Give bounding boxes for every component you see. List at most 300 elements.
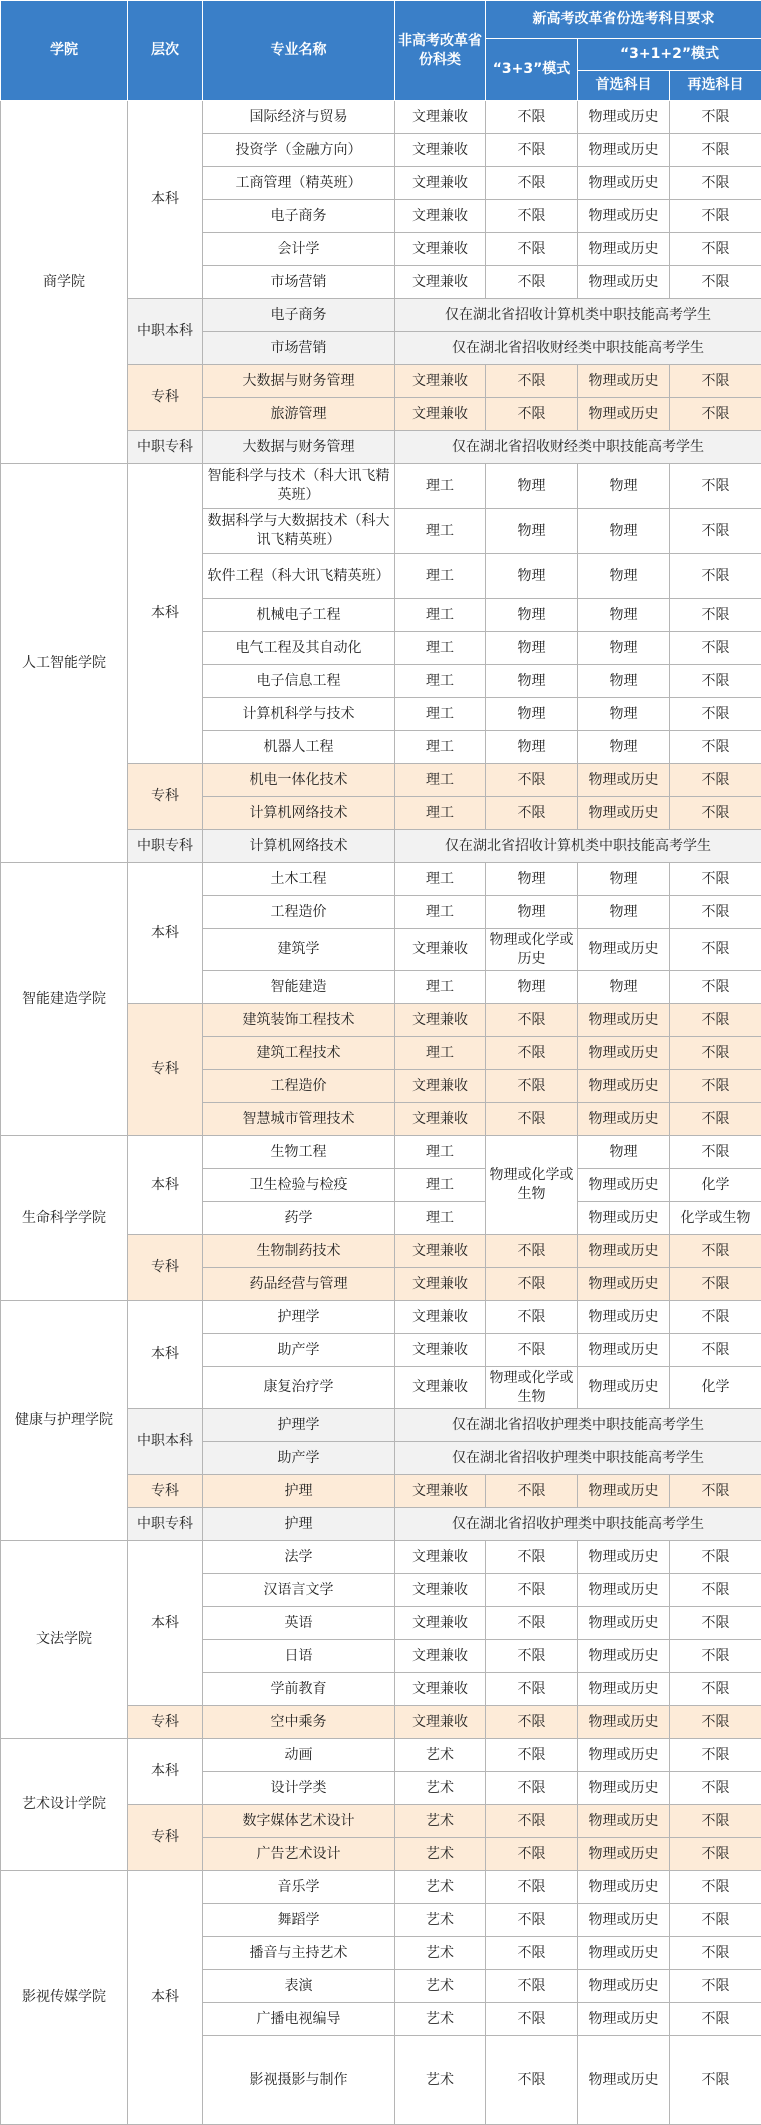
category-cell: 文理兼收 <box>395 1334 486 1367</box>
table-row <box>1 1136 761 1169</box>
second-choice-cell: 不限 <box>670 1706 761 1739</box>
major-cell: 生物工程 <box>203 1136 395 1169</box>
college-cell: 健康与护理学院 <box>1 1301 128 1541</box>
mode-3-3-cell: 物理或化学或生物 <box>486 1136 578 1235</box>
category-cell: 文理兼收 <box>395 1268 486 1301</box>
level-cell: 专科 <box>128 764 203 830</box>
mode-3-3-cell: 不限 <box>486 1268 578 1301</box>
category-cell: 文理兼收 <box>395 200 486 233</box>
first-choice-cell: 物理 <box>578 464 670 509</box>
category-cell: 艺术 <box>395 2036 486 2125</box>
mode-3-3-cell: 不限 <box>486 398 578 431</box>
mode-3-3-cell: 不限 <box>486 1871 578 1904</box>
major-cell: 大数据与财务管理 <box>203 431 395 464</box>
mode-3-3-cell: 不限 <box>486 101 578 134</box>
college-cell: 智能建造学院 <box>1 863 128 1136</box>
major-cell: 机械电子工程 <box>203 599 395 632</box>
first-choice-cell: 物理或历史 <box>578 2003 670 2036</box>
first-choice-cell: 物理或历史 <box>578 398 670 431</box>
category-cell: 文理兼收 <box>395 167 486 200</box>
level-cell: 本科 <box>128 1739 203 1805</box>
second-choice-cell: 不限 <box>670 1541 761 1574</box>
category-cell: 理工 <box>395 863 486 896</box>
level-cell: 本科 <box>128 1136 203 1235</box>
category-cell: 文理兼收 <box>395 266 486 299</box>
major-cell: 建筑学 <box>203 929 395 971</box>
mode-3-3-cell: 不限 <box>486 365 578 398</box>
table-header <box>1 1 761 101</box>
major-cell: 电气工程及其自动化 <box>203 632 395 665</box>
major-cell: 广告艺术设计 <box>203 1838 395 1871</box>
mode-3-3-cell: 不限 <box>486 1706 578 1739</box>
second-choice-cell: 不限 <box>670 1004 761 1037</box>
note-cell: 仅在湖北省招收计算机类中职技能高考学生 <box>395 830 761 863</box>
first-choice-cell: 物理或历史 <box>578 167 670 200</box>
second-choice-cell: 不限 <box>670 599 761 632</box>
first-choice-cell: 物理或历史 <box>578 1838 670 1871</box>
college-cell: 人工智能学院 <box>1 464 128 863</box>
second-choice-cell: 化学 <box>670 1169 761 1202</box>
mode-3-3-cell: 不限 <box>486 1301 578 1334</box>
major-cell: 护理学 <box>203 1301 395 1334</box>
category-cell: 理工 <box>395 632 486 665</box>
college-cell: 影视传媒学院 <box>1 1871 128 2125</box>
category-cell: 文理兼收 <box>395 1574 486 1607</box>
major-cell: 会计学 <box>203 233 395 266</box>
second-choice-cell: 不限 <box>670 632 761 665</box>
category-cell: 文理兼收 <box>395 398 486 431</box>
first-choice-cell: 物理 <box>578 1136 670 1169</box>
mode-3-3-cell: 物理或化学或历史 <box>486 929 578 971</box>
second-choice-cell: 不限 <box>670 1871 761 1904</box>
major-cell: 药学 <box>203 1202 395 1235</box>
major-cell: 市场营销 <box>203 266 395 299</box>
first-choice-cell: 物理 <box>578 863 670 896</box>
first-choice-cell: 物理 <box>578 731 670 764</box>
second-choice-cell: 不限 <box>670 509 761 554</box>
college-cell: 生命科学学院 <box>1 1136 128 1301</box>
header-college: 学院 <box>1 1 128 101</box>
mode-3-3-cell: 不限 <box>486 1904 578 1937</box>
first-choice-cell: 物理 <box>578 632 670 665</box>
level-cell: 专科 <box>128 1475 203 1508</box>
major-cell: 表演 <box>203 1970 395 2003</box>
category-cell: 理工 <box>395 464 486 509</box>
level-cell: 中职专科 <box>128 431 203 464</box>
second-choice-cell: 不限 <box>670 2036 761 2125</box>
major-cell: 数字媒体艺术设计 <box>203 1805 395 1838</box>
second-choice-cell: 不限 <box>670 101 761 134</box>
second-choice-cell: 不限 <box>670 1904 761 1937</box>
major-cell: 护理 <box>203 1508 395 1541</box>
major-cell: 计算机网络技术 <box>203 830 395 863</box>
second-choice-cell: 不限 <box>670 1838 761 1871</box>
second-choice-cell: 不限 <box>670 1301 761 1334</box>
second-choice-cell: 不限 <box>670 665 761 698</box>
major-cell: 土木工程 <box>203 863 395 896</box>
mode-3-3-cell: 物理或化学或生物 <box>486 1367 578 1409</box>
level-cell: 中职专科 <box>128 1508 203 1541</box>
header-mode-3-3: “3+3”模式 <box>486 39 578 101</box>
major-cell: 旅游管理 <box>203 398 395 431</box>
note-cell: 仅在湖北省招收护理类中职技能高考学生 <box>395 1442 761 1475</box>
category-cell: 艺术 <box>395 1970 486 2003</box>
first-choice-cell: 物理或历史 <box>578 233 670 266</box>
level-cell: 本科 <box>128 1541 203 1706</box>
second-choice-cell: 不限 <box>670 134 761 167</box>
table-row <box>1 863 761 896</box>
second-choice-cell: 不限 <box>670 1475 761 1508</box>
category-cell: 文理兼收 <box>395 134 486 167</box>
category-cell: 文理兼收 <box>395 365 486 398</box>
mode-3-3-cell: 物理 <box>486 599 578 632</box>
mode-3-3-cell: 不限 <box>486 1574 578 1607</box>
second-choice-cell: 不限 <box>670 1805 761 1838</box>
major-cell: 护理学 <box>203 1409 395 1442</box>
first-choice-cell: 物理或历史 <box>578 134 670 167</box>
major-cell: 计算机网络技术 <box>203 797 395 830</box>
mode-3-3-cell: 不限 <box>486 797 578 830</box>
major-cell: 法学 <box>203 1541 395 1574</box>
college-cell: 文法学院 <box>1 1541 128 1739</box>
second-choice-cell: 不限 <box>670 1334 761 1367</box>
level-cell: 中职专科 <box>128 830 203 863</box>
second-choice-cell: 不限 <box>670 1739 761 1772</box>
category-cell: 理工 <box>395 797 486 830</box>
college-cell: 商学院 <box>1 101 128 464</box>
category-cell: 理工 <box>395 731 486 764</box>
second-choice-cell: 不限 <box>670 1574 761 1607</box>
first-choice-cell: 物理或历史 <box>578 1607 670 1640</box>
header-non-reform-category: 非高考改革省份科类 <box>395 1 486 101</box>
first-choice-cell: 物理 <box>578 554 670 599</box>
level-cell: 中职本科 <box>128 1409 203 1475</box>
level-cell: 专科 <box>128 365 203 431</box>
major-cell: 电子商务 <box>203 200 395 233</box>
category-cell: 文理兼收 <box>395 1301 486 1334</box>
table-row <box>1 1739 761 1772</box>
mode-3-3-cell: 不限 <box>486 1838 578 1871</box>
category-cell: 艺术 <box>395 1871 486 1904</box>
major-cell: 卫生检验与检疫 <box>203 1169 395 1202</box>
second-choice-cell: 不限 <box>670 929 761 971</box>
mode-3-3-cell: 不限 <box>486 1739 578 1772</box>
category-cell: 理工 <box>395 698 486 731</box>
first-choice-cell: 物理或历史 <box>578 101 670 134</box>
category-cell: 理工 <box>395 971 486 1004</box>
category-cell: 文理兼收 <box>395 1070 486 1103</box>
major-cell: 药品经营与管理 <box>203 1268 395 1301</box>
first-choice-cell: 物理或历史 <box>578 1904 670 1937</box>
mode-3-3-cell: 不限 <box>486 764 578 797</box>
first-choice-cell: 物理或历史 <box>578 1004 670 1037</box>
mode-3-3-cell: 不限 <box>486 1640 578 1673</box>
first-choice-cell: 物理或历史 <box>578 764 670 797</box>
level-cell: 专科 <box>128 1235 203 1301</box>
mode-3-3-cell: 不限 <box>486 266 578 299</box>
first-choice-cell: 物理或历史 <box>578 1805 670 1838</box>
mode-3-3-cell: 不限 <box>486 200 578 233</box>
first-choice-cell: 物理或历史 <box>578 1037 670 1070</box>
mode-3-3-cell: 物理 <box>486 665 578 698</box>
mode-3-3-cell: 物理 <box>486 971 578 1004</box>
category-cell: 文理兼收 <box>395 1541 486 1574</box>
major-cell: 软件工程（科大讯飞精英班） <box>203 554 395 599</box>
category-cell: 文理兼收 <box>395 1475 486 1508</box>
first-choice-cell: 物理或历史 <box>578 1301 670 1334</box>
mode-3-3-cell: 不限 <box>486 1772 578 1805</box>
category-cell: 艺术 <box>395 1937 486 1970</box>
first-choice-cell: 物理 <box>578 665 670 698</box>
first-choice-cell: 物理或历史 <box>578 1235 670 1268</box>
second-choice-cell: 不限 <box>670 233 761 266</box>
category-cell: 艺术 <box>395 1739 486 1772</box>
header-level: 层次 <box>128 1 203 101</box>
major-cell: 空中乘务 <box>203 1706 395 1739</box>
first-choice-cell: 物理或历史 <box>578 1334 670 1367</box>
category-cell: 文理兼收 <box>395 101 486 134</box>
second-choice-cell: 不限 <box>670 464 761 509</box>
major-cell: 智能科学与技术（科大讯飞精英班） <box>203 464 395 509</box>
category-cell: 文理兼收 <box>395 233 486 266</box>
major-cell: 学前教育 <box>203 1673 395 1706</box>
level-cell: 本科 <box>128 101 203 299</box>
mode-3-3-cell: 不限 <box>486 1673 578 1706</box>
note-cell: 仅在湖北省招收财经类中职技能高考学生 <box>395 332 761 365</box>
category-cell: 理工 <box>395 1202 486 1235</box>
level-cell: 专科 <box>128 1706 203 1739</box>
major-cell: 大数据与财务管理 <box>203 365 395 398</box>
category-cell: 艺术 <box>395 1772 486 1805</box>
first-choice-cell: 物理或历史 <box>578 365 670 398</box>
first-choice-cell: 物理或历史 <box>578 1070 670 1103</box>
major-cell: 汉语言文学 <box>203 1574 395 1607</box>
second-choice-cell: 化学 <box>670 1367 761 1409</box>
header-first-choice: 首选科目 <box>578 71 670 101</box>
category-cell: 文理兼收 <box>395 1004 486 1037</box>
major-cell: 智能建造 <box>203 971 395 1004</box>
second-choice-cell: 不限 <box>670 1640 761 1673</box>
mode-3-3-cell: 物理 <box>486 863 578 896</box>
mode-3-3-cell: 不限 <box>486 1607 578 1640</box>
first-choice-cell: 物理或历史 <box>578 1268 670 1301</box>
header-mode-3-1-2: “3+1+2”模式 <box>578 39 761 71</box>
category-cell: 文理兼收 <box>395 1367 486 1409</box>
first-choice-cell: 物理或历史 <box>578 1103 670 1136</box>
first-choice-cell: 物理或历史 <box>578 797 670 830</box>
mode-3-3-cell: 不限 <box>486 2003 578 2036</box>
first-choice-cell: 物理或历史 <box>578 1202 670 1235</box>
mode-3-3-cell: 物理 <box>486 464 578 509</box>
category-cell: 理工 <box>395 896 486 929</box>
second-choice-cell: 不限 <box>670 1235 761 1268</box>
header-new-reform: 新高考改革省份选考科目要求 <box>486 1 761 39</box>
major-cell: 工程造价 <box>203 1070 395 1103</box>
second-choice-cell: 不限 <box>670 2003 761 2036</box>
mode-3-3-cell: 不限 <box>486 1004 578 1037</box>
major-cell: 机电一体化技术 <box>203 764 395 797</box>
category-cell: 文理兼收 <box>395 1706 486 1739</box>
major-cell: 播音与主持艺术 <box>203 1937 395 1970</box>
first-choice-cell: 物理或历史 <box>578 1970 670 2003</box>
major-cell: 电子信息工程 <box>203 665 395 698</box>
major-cell: 动画 <box>203 1739 395 1772</box>
level-cell: 本科 <box>128 464 203 764</box>
second-choice-cell: 不限 <box>670 896 761 929</box>
major-cell: 智慧城市管理技术 <box>203 1103 395 1136</box>
level-cell: 中职本科 <box>128 299 203 365</box>
mode-3-3-cell: 不限 <box>486 1103 578 1136</box>
header-major: 专业名称 <box>203 1 395 101</box>
major-cell: 日语 <box>203 1640 395 1673</box>
table-row <box>1 1301 761 1334</box>
note-cell: 仅在湖北省招收护理类中职技能高考学生 <box>395 1508 761 1541</box>
major-cell: 英语 <box>203 1607 395 1640</box>
first-choice-cell: 物理或历史 <box>578 1475 670 1508</box>
mode-3-3-cell: 不限 <box>486 1475 578 1508</box>
major-cell: 设计学类 <box>203 1772 395 1805</box>
first-choice-cell: 物理或历史 <box>578 1937 670 1970</box>
category-cell: 文理兼收 <box>395 1607 486 1640</box>
mode-3-3-cell: 物理 <box>486 731 578 764</box>
category-cell: 艺术 <box>395 1904 486 1937</box>
level-cell: 本科 <box>128 863 203 1004</box>
second-choice-cell: 不限 <box>670 698 761 731</box>
second-choice-cell: 不限 <box>670 1037 761 1070</box>
second-choice-cell: 不限 <box>670 266 761 299</box>
mode-3-3-cell: 不限 <box>486 1070 578 1103</box>
category-cell: 理工 <box>395 1169 486 1202</box>
mode-3-3-cell: 物理 <box>486 509 578 554</box>
category-cell: 理工 <box>395 554 486 599</box>
major-cell: 投资学（金融方向） <box>203 134 395 167</box>
mode-3-3-cell: 不限 <box>486 233 578 266</box>
second-choice-cell: 不限 <box>670 1103 761 1136</box>
table-row <box>1 464 761 509</box>
first-choice-cell: 物理或历史 <box>578 929 670 971</box>
mode-3-3-cell: 物理 <box>486 698 578 731</box>
mode-3-3-cell: 不限 <box>486 1970 578 2003</box>
category-cell: 理工 <box>395 509 486 554</box>
header-second-choice: 再选科目 <box>670 71 761 101</box>
level-cell: 专科 <box>128 1805 203 1871</box>
note-cell: 仅在湖北省招收财经类中职技能高考学生 <box>395 431 761 464</box>
category-cell: 文理兼收 <box>395 929 486 971</box>
level-cell: 本科 <box>128 1871 203 2125</box>
table-row <box>1 1541 761 1574</box>
second-choice-cell: 不限 <box>670 1937 761 1970</box>
mode-3-3-cell: 不限 <box>486 134 578 167</box>
second-choice-cell: 不限 <box>670 731 761 764</box>
mode-3-3-cell: 不限 <box>486 2036 578 2125</box>
table-body <box>1 101 761 2125</box>
category-cell: 文理兼收 <box>395 1235 486 1268</box>
table-row <box>1 101 761 134</box>
second-choice-cell: 不限 <box>670 1607 761 1640</box>
major-cell: 护理 <box>203 1475 395 1508</box>
category-cell: 理工 <box>395 1136 486 1169</box>
first-choice-cell: 物理或历史 <box>578 1673 670 1706</box>
second-choice-cell: 不限 <box>670 1772 761 1805</box>
major-cell: 国际经济与贸易 <box>203 101 395 134</box>
second-choice-cell: 不限 <box>670 1268 761 1301</box>
major-cell: 计算机科学与技术 <box>203 698 395 731</box>
mode-3-3-cell: 不限 <box>486 1937 578 1970</box>
first-choice-cell: 物理 <box>578 509 670 554</box>
mode-3-3-cell: 物理 <box>486 896 578 929</box>
major-cell: 助产学 <box>203 1442 395 1475</box>
second-choice-cell: 不限 <box>670 764 761 797</box>
first-choice-cell: 物理 <box>578 971 670 1004</box>
first-choice-cell: 物理或历史 <box>578 1169 670 1202</box>
mode-3-3-cell: 不限 <box>486 1541 578 1574</box>
second-choice-cell: 不限 <box>670 200 761 233</box>
major-cell: 建筑工程技术 <box>203 1037 395 1070</box>
category-cell: 理工 <box>395 1037 486 1070</box>
second-choice-cell: 不限 <box>670 1970 761 2003</box>
first-choice-cell: 物理或历史 <box>578 1772 670 1805</box>
second-choice-cell: 不限 <box>670 1070 761 1103</box>
first-choice-cell: 物理 <box>578 599 670 632</box>
category-cell: 艺术 <box>395 2003 486 2036</box>
first-choice-cell: 物理或历史 <box>578 2036 670 2125</box>
major-cell: 数据科学与大数据技术（科大讯飞精英班） <box>203 509 395 554</box>
level-cell: 专科 <box>128 1004 203 1136</box>
category-cell: 理工 <box>395 599 486 632</box>
major-cell: 广播电视编导 <box>203 2003 395 2036</box>
major-cell: 音乐学 <box>203 1871 395 1904</box>
category-cell: 文理兼收 <box>395 1103 486 1136</box>
second-choice-cell: 不限 <box>670 863 761 896</box>
category-cell: 艺术 <box>395 1805 486 1838</box>
second-choice-cell: 不限 <box>670 398 761 431</box>
mode-3-3-cell: 不限 <box>486 1805 578 1838</box>
second-choice-cell: 不限 <box>670 971 761 1004</box>
mode-3-3-cell: 不限 <box>486 167 578 200</box>
mode-3-3-cell: 物理 <box>486 632 578 665</box>
first-choice-cell: 物理或历史 <box>578 1706 670 1739</box>
category-cell: 艺术 <box>395 1838 486 1871</box>
major-cell: 电子商务 <box>203 299 395 332</box>
major-cell: 机器人工程 <box>203 731 395 764</box>
category-cell: 理工 <box>395 665 486 698</box>
college-cell: 艺术设计学院 <box>1 1739 128 1871</box>
note-cell: 仅在湖北省招收护理类中职技能高考学生 <box>395 1409 761 1442</box>
first-choice-cell: 物理或历史 <box>578 200 670 233</box>
mode-3-3-cell: 不限 <box>486 1037 578 1070</box>
major-cell: 康复治疗学 <box>203 1367 395 1409</box>
major-cell: 市场营销 <box>203 332 395 365</box>
table-row <box>1 1871 761 1904</box>
mode-3-3-cell: 不限 <box>486 1334 578 1367</box>
category-cell: 文理兼收 <box>395 1673 486 1706</box>
first-choice-cell: 物理或历史 <box>578 266 670 299</box>
major-cell: 生物制药技术 <box>203 1235 395 1268</box>
category-cell: 文理兼收 <box>395 1640 486 1673</box>
second-choice-cell: 不限 <box>670 167 761 200</box>
mode-3-3-cell: 物理 <box>486 554 578 599</box>
second-choice-cell: 不限 <box>670 797 761 830</box>
first-choice-cell: 物理或历史 <box>578 1739 670 1772</box>
category-cell: 理工 <box>395 764 486 797</box>
major-cell: 影视摄影与制作 <box>203 2036 395 2125</box>
second-choice-cell: 化学或生物 <box>670 1202 761 1235</box>
first-choice-cell: 物理 <box>578 896 670 929</box>
first-choice-cell: 物理或历史 <box>578 1640 670 1673</box>
major-cell: 助产学 <box>203 1334 395 1367</box>
first-choice-cell: 物理或历史 <box>578 1541 670 1574</box>
major-cell: 工商管理（精英班） <box>203 167 395 200</box>
